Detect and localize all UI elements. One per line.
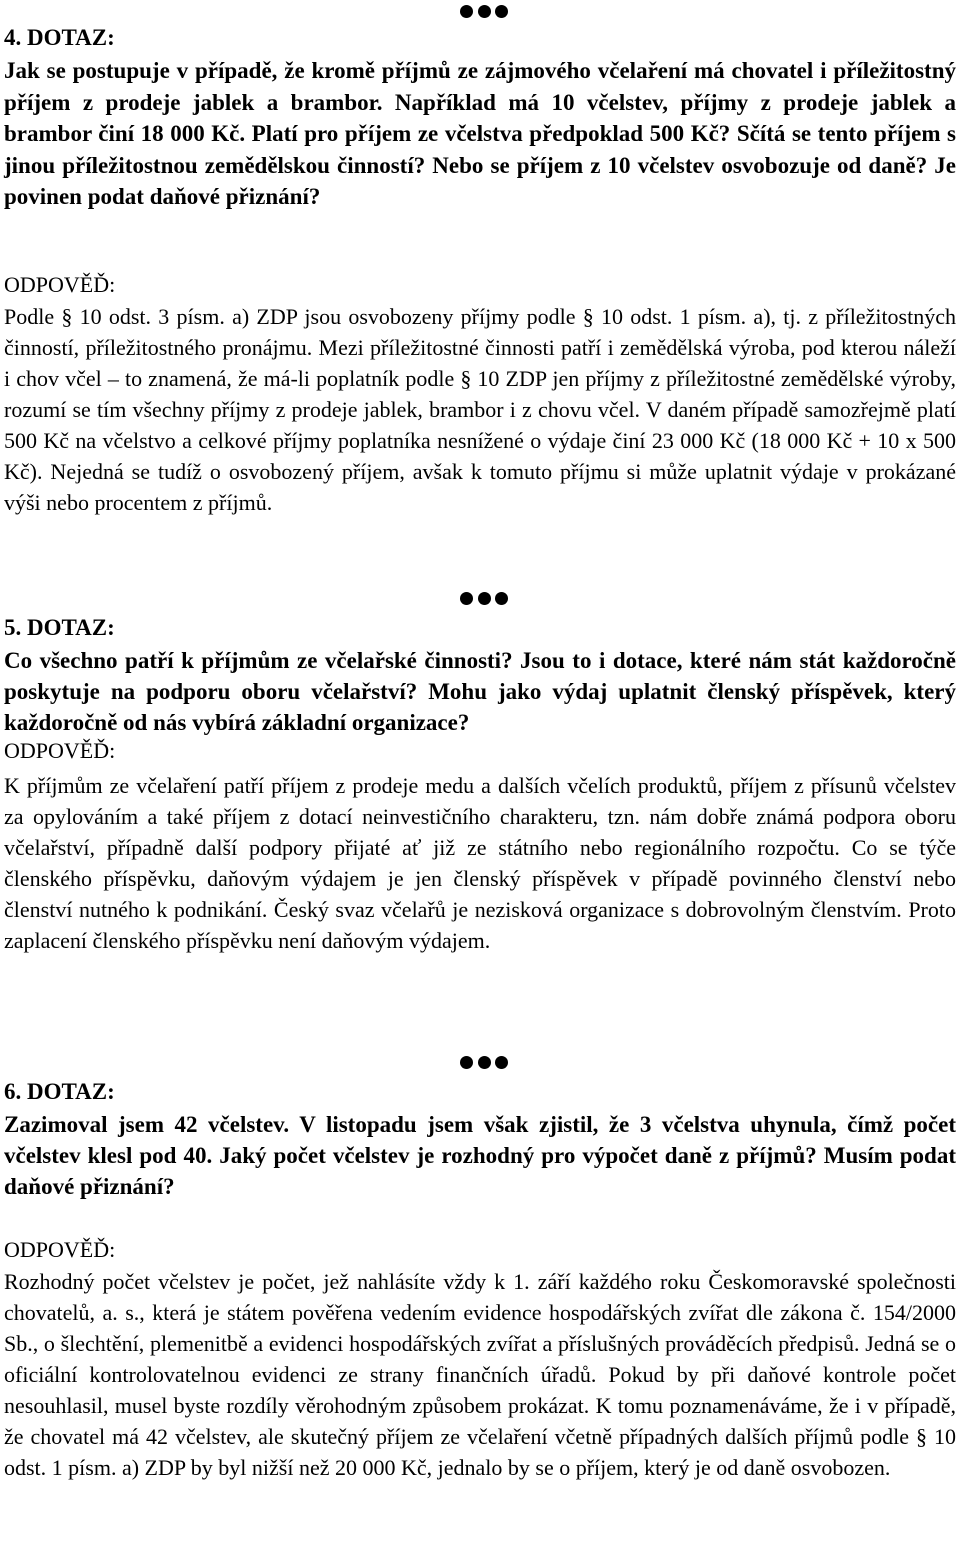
dot-icon bbox=[460, 1056, 473, 1069]
dot-icon bbox=[460, 592, 473, 605]
separator-dots bbox=[460, 591, 508, 605]
question-text: Jak se postupuje v případě, že kromě příjmů ze zájmového včelaření má chovatel i příležitostný příjem z prodeje jablek a brambor. Například má 10 včelstev, příjmy z prodeje jablek a brambor činí 18 000 Kč. Platí pro příjem ze včelstva předpoklad 500 Kč? Sčítá se tento příjem s jinou příležitostnou zemědělskou činností? Nebo se příjem z 10 včelstev osvobozuje od daně? Je povinen podat daňové přiznání? bbox=[4, 58, 956, 209]
separator-dots bbox=[460, 1055, 508, 1069]
dot-icon bbox=[495, 5, 508, 18]
question-text: Zazimoval jsem 42 včelstev. V listopadu jsem však zjistil, že 3 včelstva uhynula, čímž počet včelstev klesl pod 40. Jaký počet včelstev je rozhodný pro výpočet daně z příjmů? Musím podat daňové přiznání? bbox=[4, 1112, 956, 1199]
dot-icon bbox=[478, 5, 491, 18]
dot-icon bbox=[495, 592, 508, 605]
answer-text: Podle § 10 odst. 3 písm. a) ZDP jsou osvobozeny příjmy podle § 10 odst. 1 písm. a), tj. z příležitostných činností, příležitostného pronájmu. Mezi příležitostné činnosti patří i zemědělská výroba, pod kterou náleží i chov včel – to znamená, že má-li poplatník podle § 10 ZDP jen příjmy z příležitostné zemědělské výroby, rozumí se tím všechny příjmy z prodeje jablek, brambor i z chovu včel. V daném případě samozřejmě platí 500 Kč na včelstvo a celkové příjmy poplatníka nesnížené o výdaje činí 23 000 Kč (18 000 Kč + 10 x 500 Kč). Nejedná se tudíž o osvobozený příjem, avšak k tomuto příjmu si může uplatnit výdaje v prokázané výši nebo procentem z příjmů. bbox=[4, 304, 956, 515]
answer-text: K příjmům ze včelaření patří příjem z prodeje medu a dalších včelích produktů, příjem z přísunů včelstev za opylováním a také příjem z dotací neinvestičního charakteru, tzn. nám dobře známá podpora oboru včelařství, případně další podpory přijaté ať již ze státního nebo regionálního rozpočtu. Co se týče členského příspěvku, daňovým výdajem je jen členský příspěvek v případě povinného členství nebo členství nutného k podnikání. Český svaz včelařů je nezisková organizace s dobrovolným členstvím. Proto zaplacení členského příspěvku není daňovým výdajem. bbox=[4, 773, 956, 953]
question-heading: 4. DOTAZ: bbox=[4, 25, 115, 50]
answer-text: Rozhodný počet včelstev je počet, jež nahlásíte vždy k 1. září každého roku Českomoravské společnosti chovatelů, a. s., která je státem pověřena vedením evidence hospodářských zvířat dle zákona č. 154/2000 Sb., o šlechtění, plemenitbě a evidenci hospodářských zvířat a příslušných prováděcích předpisů. Jedná se o oficiální kontrolovatelnou evidenci ze strany finančních úřadů. Pokud by při daňové kontrole počet nesouhlasil, musel byste rozdíly věrohodným způsobem prokázat. K tomu poznamenáváme, že i v případě, že chovatel má 42 včelstev, ale skutečný příjem ze včelaření včetně případných dalších příjmů podle § 10 odst. 1 písm. a) ZDP by byl nižší než 20 000 Kč, jednalo by se o příjem, který je od daně osvobozen. bbox=[4, 1269, 956, 1480]
question-heading: 5. DOTAZ: bbox=[4, 615, 115, 640]
answer-label: ODPOVĚĎ: bbox=[4, 272, 116, 297]
separator-dots bbox=[460, 4, 508, 18]
dot-icon bbox=[478, 1056, 491, 1069]
dot-icon bbox=[478, 592, 491, 605]
dot-icon bbox=[495, 1056, 508, 1069]
question-heading: 6. DOTAZ: bbox=[4, 1079, 115, 1104]
answer-label: ODPOVĚĎ: bbox=[4, 738, 116, 763]
dot-icon bbox=[460, 5, 473, 18]
question-text: Co všechno patří k příjmům ze včelařské činnosti? Jsou to i dotace, které nám stát každoročně poskytuje na podporu oboru včelařství? Mohu jako výdaj uplatnit členský příspěvek, který každoročně od nás vybírá základní organizace? bbox=[4, 648, 956, 735]
answer-label: ODPOVĚĎ: bbox=[4, 1237, 116, 1262]
